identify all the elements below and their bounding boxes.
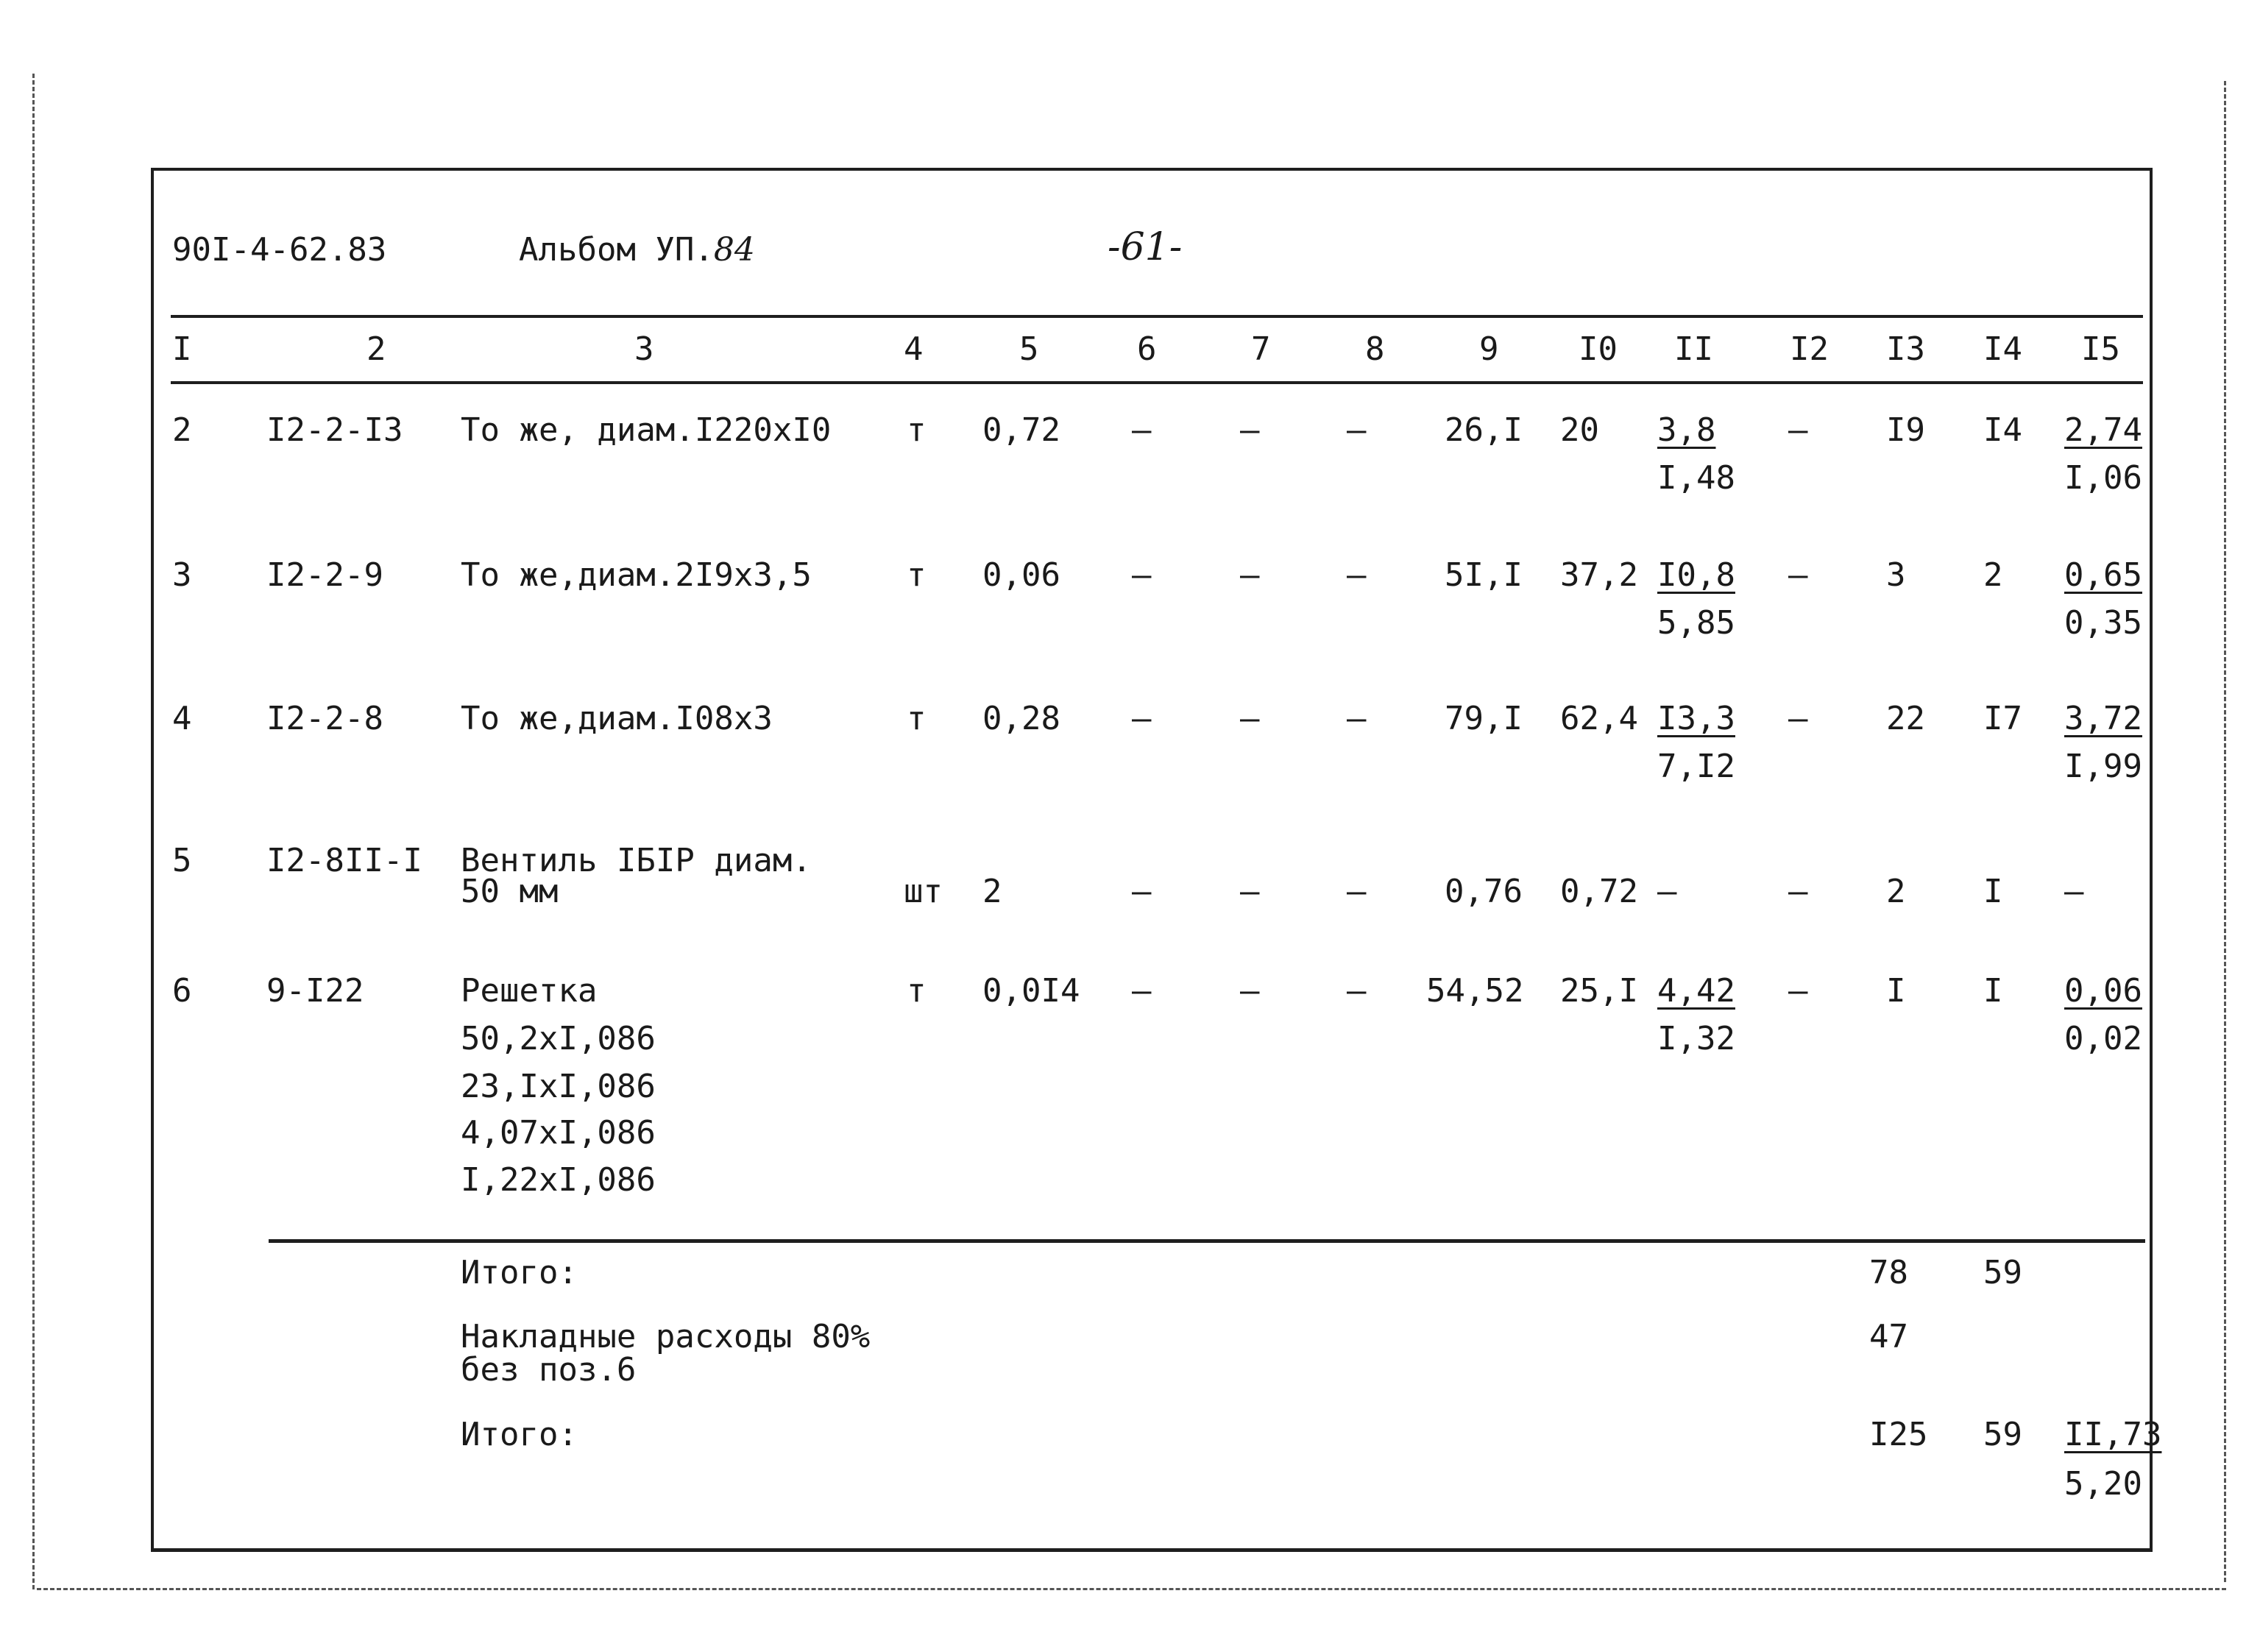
itogo-total-col15-bottom: 5,20 bbox=[2064, 1465, 2142, 1503]
row-unit: т bbox=[907, 411, 927, 449]
row-name-line5: I,22xI,086 bbox=[461, 1161, 656, 1199]
row-col11-bottom: 7,I2 bbox=[1657, 748, 1735, 785]
row-qty: 2 bbox=[982, 873, 1002, 910]
row-col9: 54,52 bbox=[1426, 972, 1524, 1010]
row-col15-top: – bbox=[2064, 873, 2084, 910]
row-col9: 79,I bbox=[1445, 700, 1523, 737]
row-col9: 5I,I bbox=[1445, 556, 1523, 594]
row-col15-top: 3,72 bbox=[2064, 700, 2142, 737]
header-line-bottom bbox=[171, 381, 2143, 384]
overhead-label-line2: без поз.6 bbox=[461, 1351, 637, 1389]
row-col15-top: 0,06 bbox=[2064, 972, 2142, 1010]
itogo-total-label: Итого: bbox=[461, 1416, 578, 1453]
row-code: 9-I22 bbox=[266, 972, 364, 1010]
row-name-line4: 4,07xI,086 bbox=[461, 1114, 656, 1152]
row-col10: 37,2 bbox=[1560, 556, 1638, 594]
row-col15-bottom: I,99 bbox=[2064, 748, 2142, 785]
col-header-1: I bbox=[172, 330, 192, 368]
row-col7: – bbox=[1240, 411, 1260, 449]
row-col15-bottom: 0,02 bbox=[2064, 1020, 2142, 1057]
row-col11-bottom: I,32 bbox=[1657, 1020, 1735, 1057]
row-col13: I9 bbox=[1886, 411, 1925, 449]
row-col11-top: I0,8 bbox=[1657, 556, 1735, 594]
row-col11-top: 4,42 bbox=[1657, 972, 1735, 1010]
frame-left bbox=[151, 168, 154, 1551]
row-col6: – bbox=[1132, 700, 1152, 737]
row-col8: – bbox=[1347, 411, 1367, 449]
row-col7: – bbox=[1240, 556, 1260, 594]
row-number: 5 bbox=[172, 842, 192, 879]
row-unit: т bbox=[907, 700, 927, 737]
row-col11-top: 3,8 bbox=[1657, 411, 1716, 449]
scan-margin-left bbox=[32, 74, 35, 1589]
col-header-10: I0 bbox=[1579, 330, 1618, 368]
row-col6: – bbox=[1132, 411, 1152, 449]
row-name: То же, диам.I220xI0 bbox=[461, 411, 832, 449]
row-col9: 26,I bbox=[1445, 411, 1523, 449]
col-header-15: I5 bbox=[2081, 330, 2120, 368]
row-col14: I4 bbox=[1983, 411, 2022, 449]
row-col8: – bbox=[1347, 972, 1367, 1010]
scan-margin-right bbox=[2224, 81, 2226, 1582]
frame-bottom bbox=[151, 1548, 2153, 1552]
row-number: 2 bbox=[172, 411, 192, 449]
row-col8: – bbox=[1347, 700, 1367, 737]
row-col7: – bbox=[1240, 873, 1260, 910]
row-col13: 2 bbox=[1886, 873, 1906, 910]
row-code: I2-2-8 bbox=[266, 700, 383, 737]
row-col14: I7 bbox=[1983, 700, 2022, 737]
row-qty: 0,72 bbox=[982, 411, 1060, 449]
row-col12: – bbox=[1788, 411, 1808, 449]
col-header-14: I4 bbox=[1983, 330, 2022, 368]
row-code: I2-2-I3 bbox=[266, 411, 403, 449]
row-name-line3: 23,IxI,086 bbox=[461, 1068, 656, 1105]
row-col13: 22 bbox=[1886, 700, 1925, 737]
col-header-6: 6 bbox=[1137, 330, 1157, 368]
overhead-col13: 47 bbox=[1869, 1318, 1908, 1355]
row-col12: – bbox=[1788, 873, 1808, 910]
row-col10: 62,4 bbox=[1560, 700, 1638, 737]
col-header-9: 9 bbox=[1479, 330, 1499, 368]
row-name: То же,диам.2I9x3,5 bbox=[461, 556, 812, 594]
row-number: 4 bbox=[172, 700, 192, 737]
row-qty: 0,0I4 bbox=[982, 972, 1080, 1010]
row-col7: – bbox=[1240, 972, 1260, 1010]
row-col12: – bbox=[1788, 556, 1808, 594]
page-number: -61- bbox=[1108, 225, 1183, 269]
row-name-line2: 50,2xI,086 bbox=[461, 1020, 656, 1057]
row-col11-top: – bbox=[1657, 873, 1677, 910]
itogo-col14: 59 bbox=[1983, 1254, 2022, 1291]
row-col13: I bbox=[1886, 972, 1906, 1010]
row-col8: – bbox=[1347, 873, 1367, 910]
totals-separator bbox=[269, 1239, 2145, 1243]
row-col7: – bbox=[1240, 700, 1260, 737]
itogo-col13: 78 bbox=[1869, 1254, 1908, 1291]
row-qty: 0,28 bbox=[982, 700, 1060, 737]
row-qty: 0,06 bbox=[982, 556, 1060, 594]
row-name: Вентиль IБIР диам. bbox=[461, 842, 812, 879]
row-col14: I bbox=[1983, 873, 2003, 910]
row-name: Решетка bbox=[461, 972, 598, 1010]
frame-top bbox=[151, 168, 2153, 171]
row-code: I2-2-9 bbox=[266, 556, 383, 594]
col-header-12: I2 bbox=[1790, 330, 1829, 368]
row-col11-top: I3,3 bbox=[1657, 700, 1735, 737]
frame-right bbox=[2150, 168, 2153, 1551]
col-header-8: 8 bbox=[1365, 330, 1385, 368]
album-label bbox=[519, 231, 755, 269]
col-header-11: II bbox=[1674, 330, 1713, 368]
row-col15-top: 2,74 bbox=[2064, 411, 2142, 449]
row-unit: шт bbox=[904, 873, 943, 910]
document-code: 90I-4-62.83 bbox=[172, 231, 387, 269]
col-header-4: 4 bbox=[904, 330, 924, 368]
row-unit: т bbox=[907, 972, 927, 1010]
col-header-3: 3 bbox=[634, 330, 654, 368]
header-line-top bbox=[171, 315, 2143, 318]
itogo-total-col13: I25 bbox=[1869, 1416, 1928, 1453]
row-col8: – bbox=[1347, 556, 1367, 594]
row-number: 6 bbox=[172, 972, 192, 1010]
row-code: I2-8II-I bbox=[266, 842, 422, 879]
row-col14: I bbox=[1983, 972, 2003, 1010]
row-col6: – bbox=[1132, 972, 1152, 1010]
row-col9: 0,76 bbox=[1445, 873, 1523, 910]
row-name: То же,диам.I08x3 bbox=[461, 700, 773, 737]
row-unit: т bbox=[907, 556, 927, 594]
row-col6: – bbox=[1132, 873, 1152, 910]
album-text: Альбом УП. bbox=[519, 231, 714, 269]
row-col15-top: 0,65 bbox=[2064, 556, 2142, 594]
row-col10: 20 bbox=[1560, 411, 1599, 449]
itogo-label: Итого: bbox=[461, 1254, 578, 1291]
row-col15-bottom: 0,35 bbox=[2064, 604, 2142, 642]
row-col11-bottom: I,48 bbox=[1657, 459, 1735, 497]
overhead-label: Накладные расходы 80% bbox=[461, 1318, 871, 1355]
col-header-5: 5 bbox=[1019, 330, 1039, 368]
row-col12: – bbox=[1788, 700, 1808, 737]
row-col12: – bbox=[1788, 972, 1808, 1010]
row-col15-bottom: I,06 bbox=[2064, 459, 2142, 497]
row-col13: 3 bbox=[1886, 556, 1906, 594]
col-header-7: 7 bbox=[1251, 330, 1271, 368]
row-col11-bottom: 5,85 bbox=[1657, 604, 1735, 642]
itogo-total-col15-top: II,73 bbox=[2064, 1416, 2162, 1453]
scan-margin-bottom bbox=[37, 1588, 2226, 1590]
col-header-2: 2 bbox=[366, 330, 386, 368]
row-col6: – bbox=[1132, 556, 1152, 594]
album-handwritten: 84 bbox=[713, 231, 755, 269]
col-header-13: I3 bbox=[1886, 330, 1925, 368]
itogo-total-col14: 59 bbox=[1983, 1416, 2022, 1453]
row-col14: 2 bbox=[1983, 556, 2003, 594]
row-col10: 25,I bbox=[1560, 972, 1638, 1010]
row-name-line2: 50 мм bbox=[461, 873, 559, 910]
row-number: 3 bbox=[172, 556, 192, 594]
row-col10: 0,72 bbox=[1560, 873, 1638, 910]
